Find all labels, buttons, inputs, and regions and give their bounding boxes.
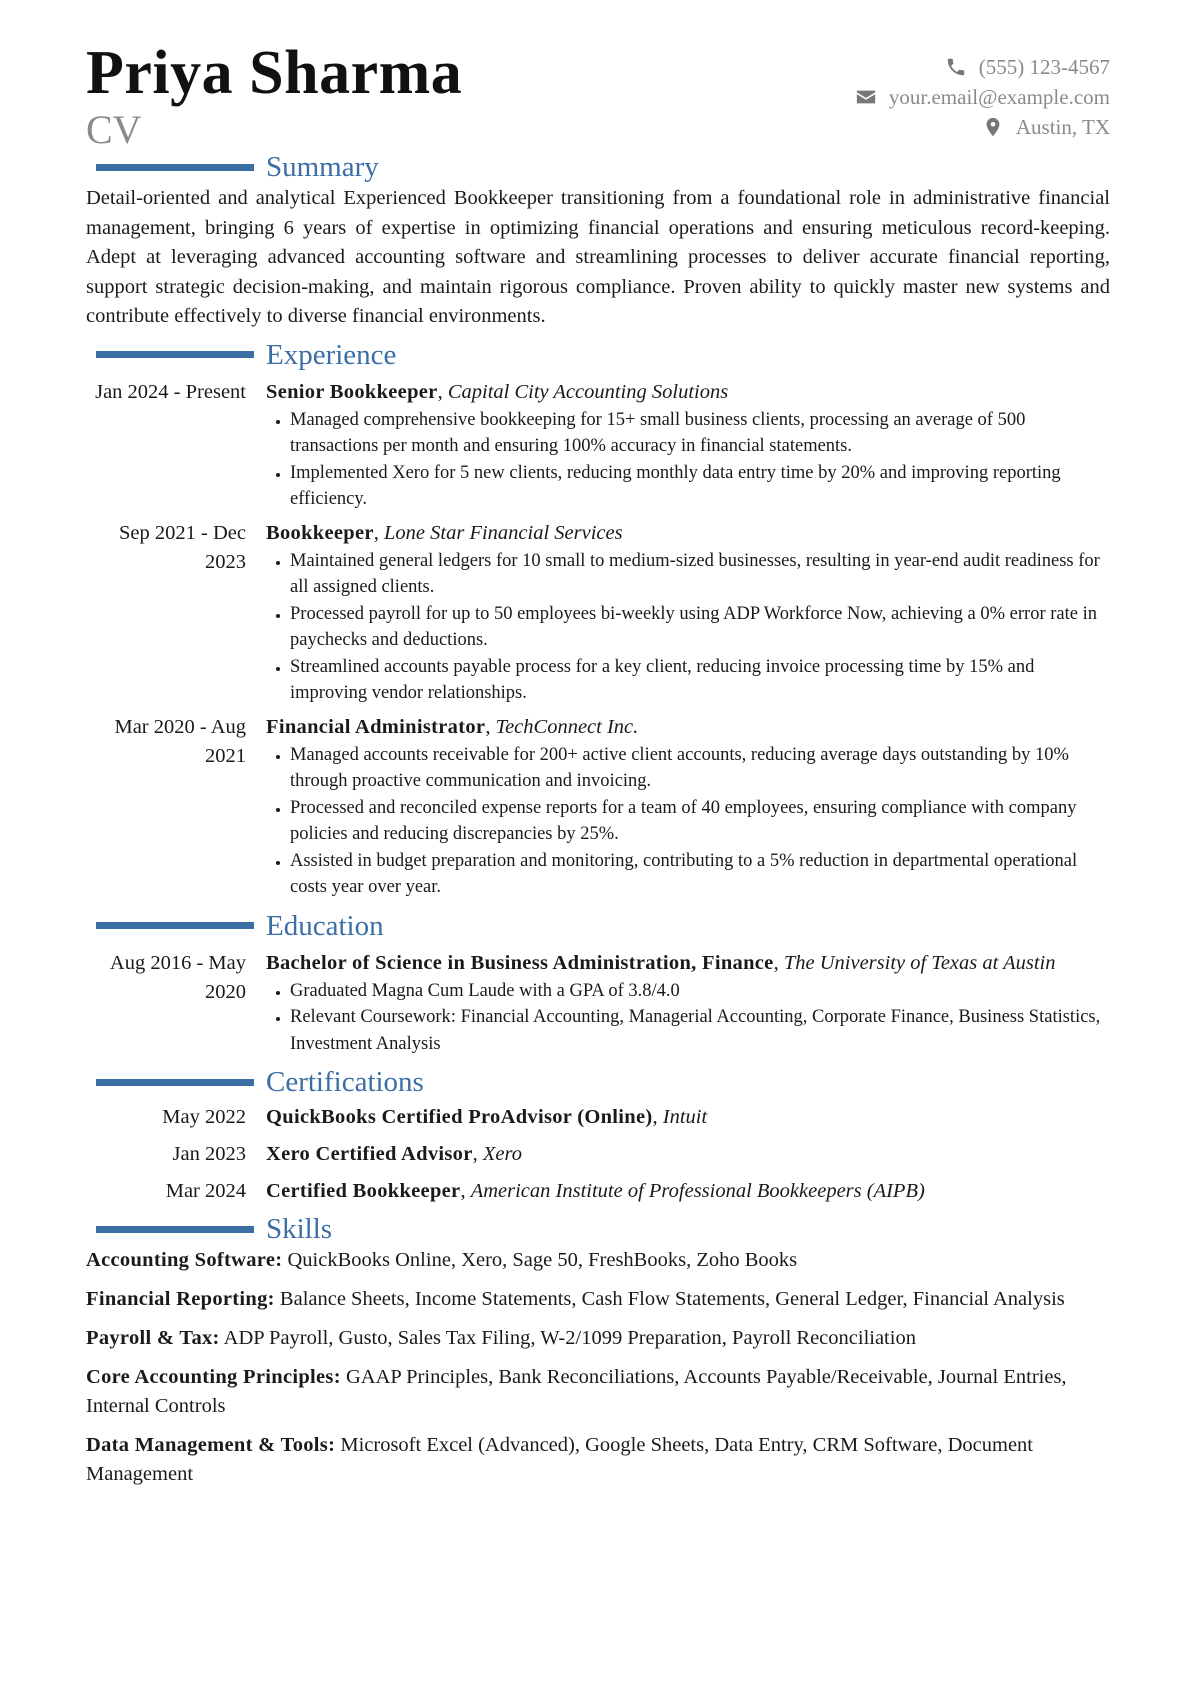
skill-line [86,1285,1110,1314]
experience-entry [86,378,1110,513]
bullet-list [266,978,1110,1058]
section-rule [96,1226,254,1233]
entry-date: May 2022 [162,1106,246,1128]
list-item: • Processed payroll for up to 50 employees bi-weekly using ADP Workforce Now, achieving a 0% error rate in paychecks and deductions. [290,601,1110,654]
school: The University of Texas at Austin [783,951,1056,974]
certification-entry: Jan 2023 Xero Certified Advisor, Xero [86,1136,1110,1173]
certification-name: QuickBooks Certified ProAdvisor (Online) [266,1106,653,1128]
entry-heading: Bachelor of Science in Business Administration, Finance, The University of Texas at Austin [266,951,1056,974]
certification-entry: May 2022 QuickBooks Certified ProAdvisor (Online), Intuit [86,1099,1110,1136]
section-rule [96,164,254,171]
bullet-list [266,742,1110,901]
list-item: • Streamlined accounts payable process for a key client, reducing invoice processing time by 15% and improving vendor relationships. [290,654,1110,707]
section-skills-heading [86,1212,1110,1246]
skill-value: GAAP Principles, Bank Reconciliations, Accounts Payable/Receivable, Journal Entries, Internal Controls [86,1366,1067,1417]
skill-value: ADP Payroll, Gusto, Sales Tax Filing, W-2/1099 Preparation, Payroll Reconciliation [223,1327,916,1349]
experience-entry [86,713,1110,901]
entry-heading: Senior Bookkeeper, Capital City Accounting Solutions [266,380,729,403]
list-item: • Managed comprehensive bookkeeping for 15+ small business clients, processing an average of 500 transactions per month and ensuring 100% accuracy in financial statements. [290,407,1110,460]
skill-value: QuickBooks Online, Xero, Sage 50, FreshBooks, Zoho Books [287,1249,798,1271]
issuer: Xero [482,1143,522,1165]
certification-name: Xero Certified Advisor [266,1143,473,1165]
phone-icon [945,56,967,78]
map-pin-icon [982,116,1004,138]
section-title: Certifications [266,1066,424,1098]
section-title: Skills [266,1213,333,1245]
education-entry [86,949,1110,1058]
contact-info [855,52,1110,142]
skill-line [86,1246,1110,1275]
list-item: • Managed accounts receivable for 200+ active client accounts, reducing average days outstanding by 10% through proactive communication and invoicing. [290,742,1110,795]
envelope-icon [855,86,877,108]
section-rule [96,1079,254,1086]
list-item: • Maintained general ledgers for 10 small to medium-sized businesses, resulting in year-end audit readiness for all assigned clients. [290,548,1110,601]
summary-paragraph: Detail-oriented and analytical Experienced Bookkeeper transitioning from a foundational role in administrative financial management, bringing 6 years of expertise in optimizing financial operations and ensuring meticulous record-keeping. Adept at leveraging advanced accounting software and streamlining processes to deliver accurate financial reporting, support strategic decision-making, and maintain rigorous compliance. Proven ability to quickly master new systems and contribute effectively to diverse financial environments. [86,187,1110,327]
skill-line [86,1363,1110,1421]
degree: Bachelor of Science in Business Administration, Finance [266,951,774,974]
cv-page [86,38,1110,1499]
document-subtitle: CV [86,107,142,152]
organization: TechConnect Inc. [495,715,639,738]
entry-date: Jan 2023 [172,1143,246,1165]
organization: Capital City Accounting Solutions [447,380,729,403]
experience-entry [86,519,1110,707]
location-text: Austin, TX [1015,115,1110,139]
candidate-name: Priya Sharma [86,39,463,107]
entry-date: Jan 2024 - Present [95,380,246,403]
organization: Lone Star Financial Services [384,521,623,544]
entry-date: Sep 2021 - Dec 2023 [119,521,246,573]
job-title: Bookkeeper [266,521,374,544]
skill-value: Microsoft Excel (Advanced), Google Sheets, Data Entry, CRM Software, Document Management [86,1434,1033,1485]
list-item: • Relevant Coursework: Financial Accounting, Managerial Accounting, Corporate Finance, Business Statistics, Investment Analysis [290,1004,1110,1057]
phone-text: (555) 123-4567 [978,55,1110,79]
skill-label: Core Accounting Principles: [86,1366,341,1388]
section-title: Experience [266,338,397,371]
bullet-list [266,407,1110,513]
certification-entry: Mar 2024 Certified Bookkeeper, American Institute of Professional Bookkeepers (AIPB) [86,1173,1110,1210]
section-rule [96,351,254,358]
bullet-list [266,548,1110,707]
certification-name: Certified Bookkeeper [266,1180,461,1202]
skill-label: Financial Reporting: [86,1288,275,1310]
list-item: • Processed and reconciled expense reports for a team of 40 employees, ensuring compliance with company policies and reducing discrepancies by 25%. [290,795,1110,848]
contact-location [855,112,1110,142]
list-item: • Implemented Xero for 5 new clients, reducing monthly data entry time by 20% and improving reporting efficiency. [290,460,1110,513]
entry-heading: Bookkeeper, Lone Star Financial Services [266,521,623,544]
email-text: your.email@example.com [888,85,1110,109]
section-title: Education [266,909,384,942]
skill-label: Payroll & Tax: [86,1327,220,1349]
job-title: Senior Bookkeeper [266,380,438,403]
list-item: • Assisted in budget preparation and monitoring, contributing to a 5% reduction in departmental operational costs year over year. [290,848,1110,901]
issuer: American Institute of Professional Bookkeepers (AIPB) [470,1180,925,1202]
section-education-heading [86,909,1110,943]
section-summary-heading [86,150,1110,184]
contact-email[interactable] [855,82,1110,112]
entry-date: Mar 2020 - Aug 2021 [114,715,246,767]
section-certifications-heading [86,1065,1110,1099]
section-rule [96,922,254,929]
job-title: Financial Administrator [266,715,486,738]
skill-line [86,1431,1110,1489]
skill-label: Accounting Software: [86,1249,283,1271]
section-title: Summary [266,151,379,183]
skill-label: Data Management & Tools: [86,1434,336,1456]
skill-line [86,1324,1110,1353]
issuer: Intuit [662,1106,708,1128]
skill-value: Balance Sheets, Income Statements, Cash Flow Statements, General Ledger, Financial Analysis [279,1288,1065,1310]
header [86,38,1110,152]
entry-heading: Financial Administrator, TechConnect Inc. [266,715,639,738]
contact-phone[interactable] [855,52,1110,82]
list-item: • Graduated Magna Cum Laude with a GPA of 3.8/4.0 [290,978,1110,1005]
entry-date: Aug 2016 - May 2020 [109,951,246,1003]
section-experience-heading [86,338,1110,372]
entry-date: Mar 2024 [165,1180,246,1202]
